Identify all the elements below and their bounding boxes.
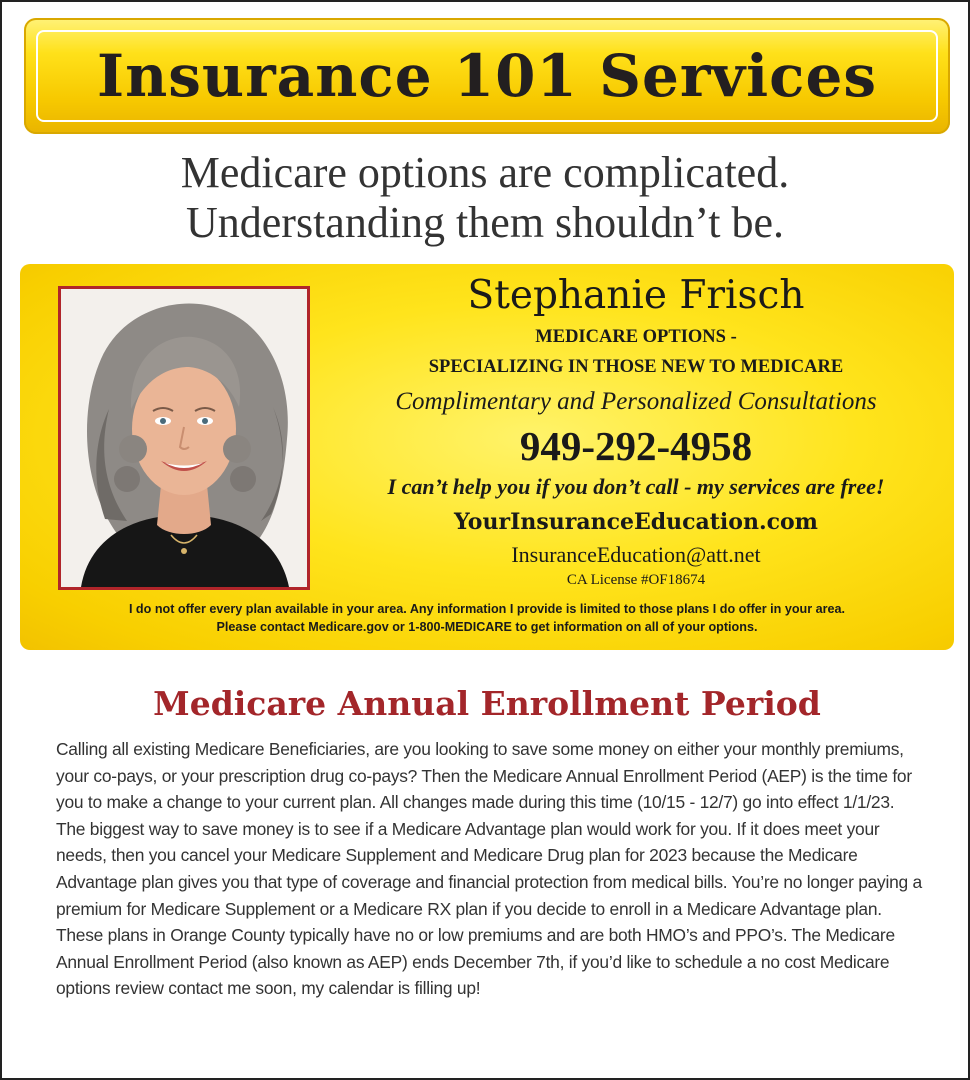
agent-info	[336, 270, 936, 590]
website-link[interactable]: YourInsuranceEducation.com	[454, 509, 818, 535]
consultations-text: Complimentary and Personalized Consultations	[395, 388, 877, 415]
tagline	[2, 148, 968, 248]
call-note: I can’t help you if you don’t call - my services are free!	[387, 474, 885, 499]
tagline-line-1: Medicare options are complicated.	[180, 148, 790, 197]
article-body: Calling all existing Medicare Beneficiaries, are you looking to save some money on either your monthly premiums, your co-pays, or your prescription drug co-pays? Then the Medicare Annual Enrollment Period (AEP) is the time for you to make a change to your current plan. All changes made during this time (10/15 - 12/7) go into effect 1/1/23. The biggest way to save money is to see if a Medicare Advantage plan would work for you. If it does meet your needs, then you cancel your Medicare Supplement and Medicare Drug plan for 2023 because the Medicare Advantage plan gives you that type of coverage and financial protection from medical bills. You’re no longer paying a premium for Medicare Supplement or a Medicare RX plan if you decide to enroll in a Medicare Advantage plan. These plans in Orange County typically have no or low premiums and are both HMO’s and PPO’s. The Medicare Annual Enrollment Period (also known as AEP) ends December 7th, if you’d like to schedule a no cost Medicare options review contact me soon, my calendar is filling up!	[56, 739, 922, 999]
specialty-line-2: SPECIALIZING IN THOSE NEW TO MEDICARE	[428, 357, 844, 377]
agent-name: Stephanie Frisch	[467, 273, 805, 318]
phone-number: 949-292-4958	[519, 423, 753, 469]
disclaimer	[20, 600, 954, 636]
section-heading: Medicare Annual Enrollment Period	[153, 684, 821, 723]
header-inner-frame	[36, 30, 938, 122]
license-number: CA License #OF18674	[566, 572, 706, 588]
agent-promo-box	[20, 264, 954, 650]
ad-title: Insurance 101 Services	[96, 42, 878, 110]
agent-photo	[58, 286, 310, 590]
tagline-line-2: Understanding them shouldn’t be.	[186, 198, 784, 247]
disclaimer-line-1: I do not offer every plan available in your area. Any information I provide is limited to those plans I do offer in your area.	[128, 602, 846, 616]
header-banner	[24, 18, 950, 134]
specialty-line-1: MEDICARE OPTIONS -	[535, 327, 737, 347]
email-link[interactable]: InsuranceEducation@att.net	[511, 542, 761, 567]
disclaimer-line-2: Please contact Medicare.gov or 1-800-MEDICARE to get information on all of your options.	[216, 620, 758, 634]
